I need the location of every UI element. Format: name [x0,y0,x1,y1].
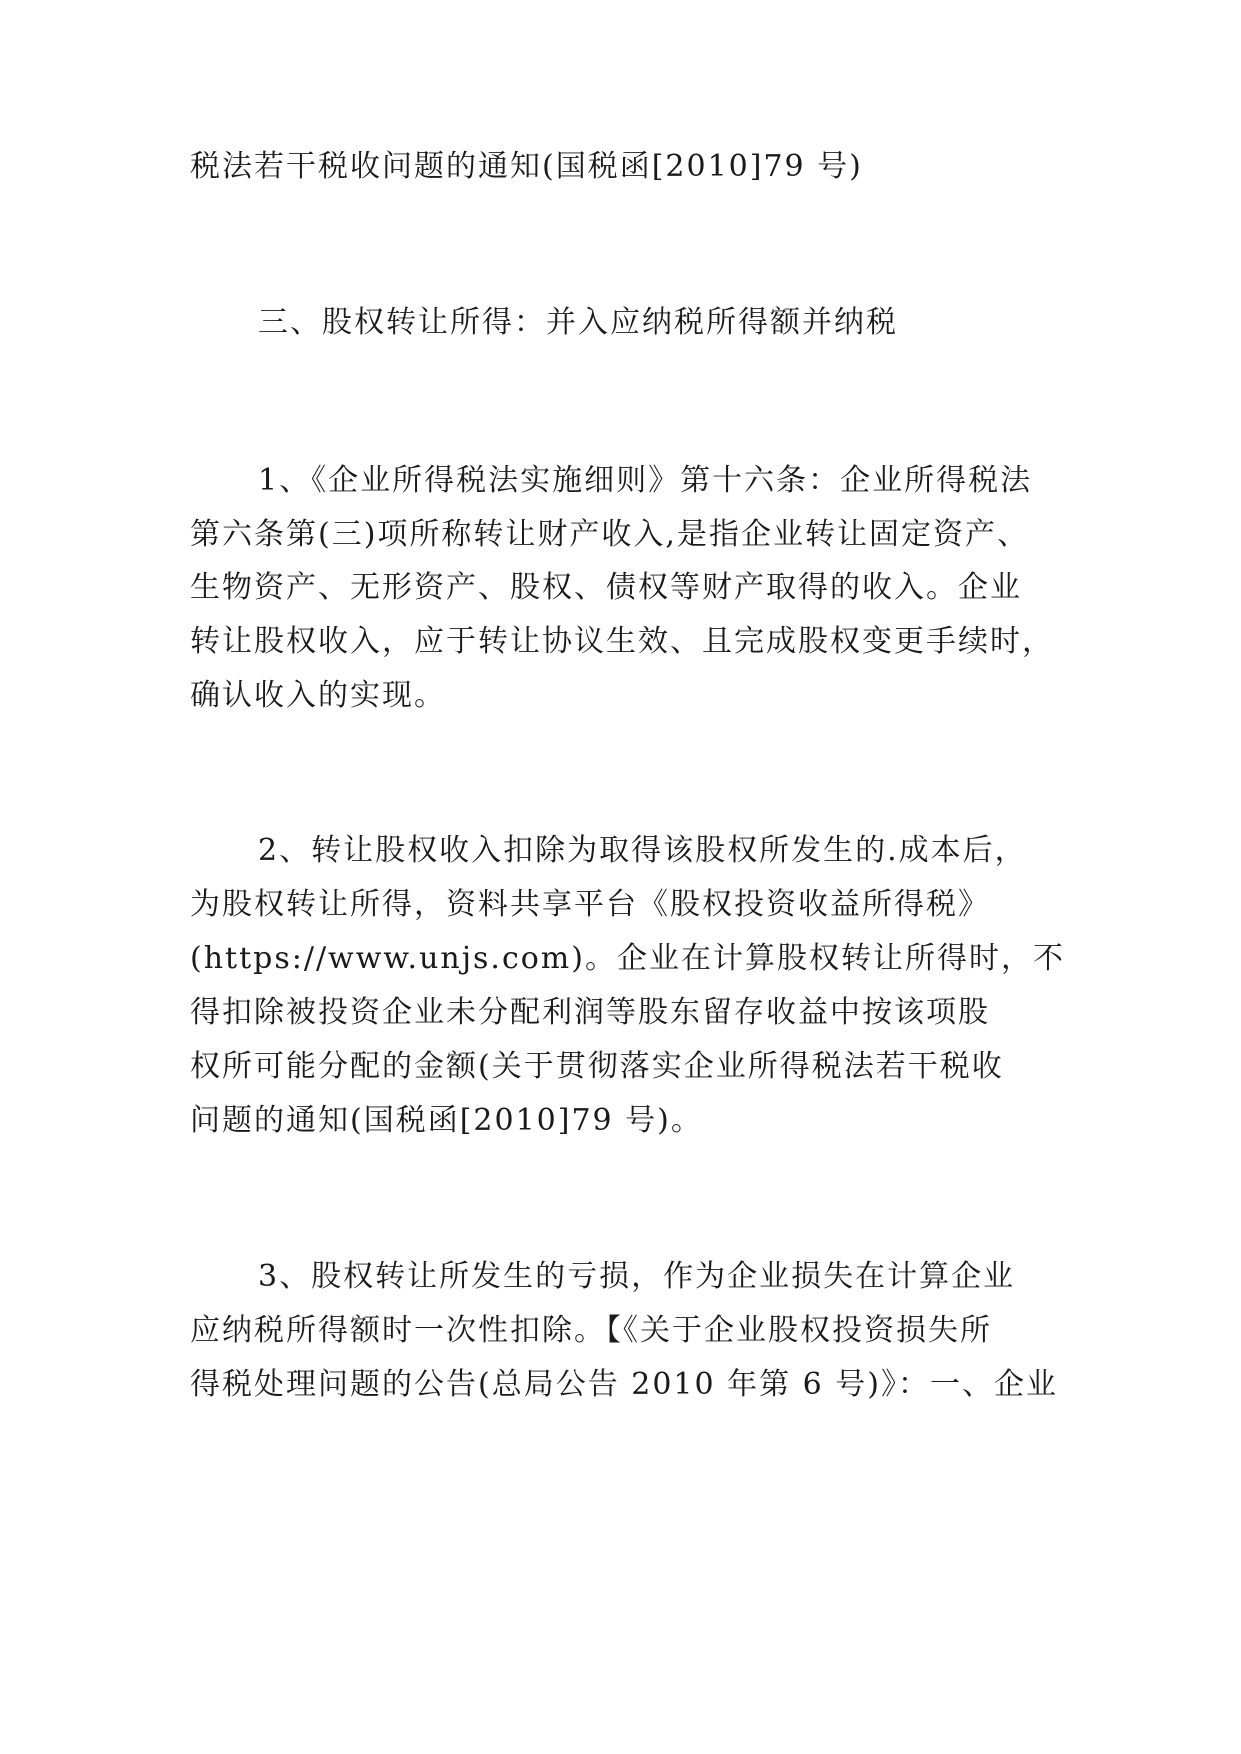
text-line: 为股权转让所得，资料共享平台《股权投资收益所得税》 [190,887,990,922]
text-line: (https://www.unjs.com)。企业在计算股权转让所得时，不 [190,941,1065,976]
text-line: 3、股权转让所发生的亏损，作为企业损失在计算企业 [258,1259,1016,1294]
text-line: 权所可能分配的金额(关于贯彻落实企业所得税法若干税收 [190,1049,1004,1084]
text-line: 得税处理问题的公告(总局公告 2010 年第 6 号)》：一、企业 [190,1367,1058,1402]
text-line: 第六条第(三)项所称转让财产收入,是指企业转让固定资产、 [190,517,1029,552]
text-line: 生物资产、无形资产、股权、债权等财产取得的收入。企业 [190,570,1022,605]
text-line: 2、转让股权收入扣除为取得该股权所发生的.成本后， [258,833,1027,868]
section-heading: 三、股权转让所得：并入应纳税所得额并纳税 [258,305,898,340]
text-line: 1、《企业所得税法实施细则》第十六条：企业所得税法 [258,463,1033,498]
text-line: 应纳税所得额时一次性扣除。【《关于企业股权投资损失所 [190,1313,992,1348]
text-line: 得扣除被投资企业未分配利润等股东留存收益中按该项股 [190,995,990,1030]
text-line: 税法若干税收问题的通知(国税函[2010]79 号) [190,149,863,184]
text-line: 转让股权收入，应于转让协议生效、且完成股权变更手续时， [190,624,1054,659]
text-line: 问题的通知(国税函[2010]79 号)。 [190,1103,703,1138]
text-line: 确认收入的实现。 [190,678,446,713]
